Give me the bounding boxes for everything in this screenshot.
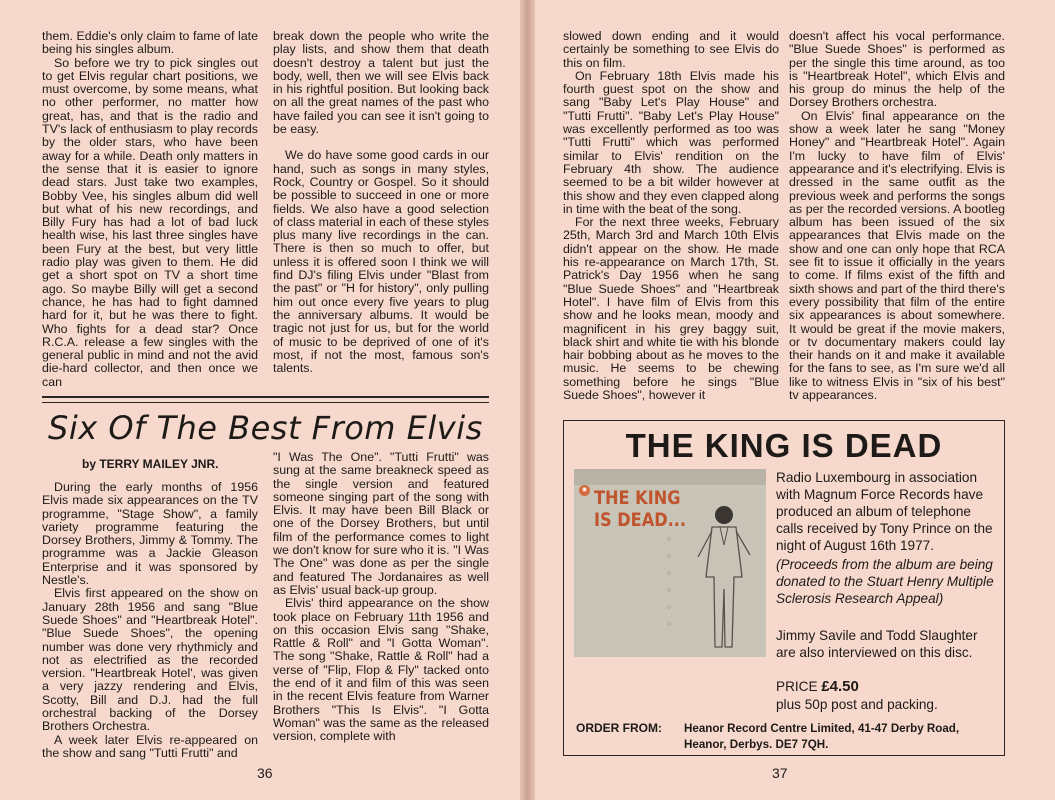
price-value: £4.50	[821, 678, 859, 695]
paragraph: doesn't affect his vocal performance. "Blue Suede Shoes" is performed as per the single this time around, as too is "Heartbreak Hotel", which Elvis and his group do minus the help of the Dorsey Brothers orchestra.	[789, 29, 1005, 110]
price-label: PRICE	[776, 679, 818, 694]
advert-price	[776, 678, 994, 695]
article-byline: by TERRY MAILEY JNR.	[82, 457, 219, 471]
cover-title-line: THE KING	[594, 487, 681, 509]
page-number-left: 36	[257, 765, 273, 781]
paragraph: For the next three weeks, February 25th, March 3rd and March 10th Elvis didn't appear on the show. He made his re-appearance on March 17th, St. Patrick's Day 1956 when he sang "Blue Suede Shoes" and "Heartbreak Hotel". I have film of Elvis from this show and he looks mean, moody and magnificent in his grey baggy suit, black shirt and white tie with his blonde hair bobbing about as he moves to the music. He seems to be chewing something before he sings "Blue Suede Shoes", however it	[563, 215, 779, 403]
advert-postage: plus 50p post and packing.	[776, 697, 938, 712]
paragraph: Elvis first appeared on the show on January 28th 1956 and sang "Blue Suede Shoes" and "Heartbreak Hotel". "Blue Suede Shoes", the opening number was done very rhythmicly and not as electrified as the recorded version. "Heartbreak Hotel', was given a very jazzy rendering and Elvis, Scotty, Bill and D.J. had the full orchestral backing of the Dorsey Brothers Orchestra.	[42, 586, 258, 734]
advert-interviews: Jimmy Savile and Todd Slaughter are also interviewed on this disc.	[776, 628, 978, 660]
paragraph: them. Eddie's only claim to fame of late being his singles album.	[42, 29, 258, 57]
left-col1-bottom	[42, 481, 258, 760]
left-col1-top	[42, 30, 258, 389]
album-cover-image	[574, 469, 766, 657]
paragraph: slowed down ending and it would certainly be something to see Elvis do this on film.	[563, 29, 779, 70]
order-label: ORDER FROM:	[576, 721, 662, 735]
paragraph: break down the people who write the play lists, and show them that death doesn't destroy a talent but just the body, well, then we will see Elvis back in his rightful position. But looking back on all the great names of the past who have failed you can see it isn't going to be easy.	[273, 29, 489, 137]
elvis-figure-icon	[684, 497, 764, 657]
cover-dots: ○ ○ ○ ○ ○ ○	[667, 536, 672, 628]
paragraph: During the early months of 1956 Elvis made six appearances on the TV programme, "Stage Show", a family variety programme featuring the Dorsey Brothers, Jimmy & Tommy. The programme was a Jackie Gleason Enterprise and it was sponsored by Nestle's.	[42, 480, 258, 588]
advert-title: THE KING IS DEAD	[625, 427, 943, 464]
paragraph: "I Was The One". "Tutti Frutti" was sung at the same breakneck speed as the single version and featured someone singing part of the song with Elvis. It may have been Bill Black or one of the Dorsey Brothers, but until film of the performance comes to light we don't know for sure who it is. "I Was The One" was done as per the single and featured The Jordanaires as well as Elvis' usual back-up group.	[273, 450, 489, 597]
paragraph: Elvis' third appearance on the show took place on February 11th 1956 and on this occasion Elvis sang "Shake, Rattle & Roll" and "I Gotta Woman". The song "Shake, Rattle & Roll" had a verse of "Flip, Flop & Fly" tacked onto the end of it and film of this was seen in the recent Elvis feature from Warner Brothers "This Is Elvis". "I Gotta Woman" was the same as the released version, complete with	[273, 596, 489, 744]
cover-title-line: IS DEAD...	[594, 509, 687, 531]
left-col2-top	[273, 30, 489, 375]
paragraph: We do have some good cards in our hand, such as songs in many styles, Rock, Country or Gospel. So it should be possible to succeed in one or more fields. We also have a good selection of class material in each of these styles plus many live recordings in the can. There is then so much to offer, but unless it is offered soon I think we will find DJ's filing Elvis under "Blast from the past" or "H for history", only pulling him out once every five years to plug the anniversary albums. It would be tragic not just for us, but for the world of music to be deprived of one of it's most, if not the most, famous son's talents.	[273, 148, 489, 376]
advert-proceeds: (Proceeds from the album are being donated to the Stuart Henry Multiple Sclerosis Research Appeal)	[776, 557, 994, 606]
album-advert	[563, 420, 1005, 756]
page-number-right: 37	[772, 765, 788, 781]
right-col1	[563, 30, 779, 402]
paragraph: On Elvis' final appearance on the show a week later he sang "Money Honey" and "Heartbreak Hotel". Again I'm lucky to have film of Elvis' appearance and it's electrifying. Elvis is dressed in the same outfit as the previous week and performs the songs as per the recorded versions. A bootleg album has been issued of the six appearances that Elvis made on the show and one can only hope that RCA see fit to issue it officially in the years to come. If films exist of the fifth and sixth shows and part of the third there's every possibility that film of the entire six appearances is about somewhere. It would be great if the movie makers, or tv documentary makers could lay their hands on it and make it available for the fans to see, as I'm sure we'd all like to witness Elvis in "six of his best" tv appearances.	[789, 108, 1005, 403]
advert-intro: Radio Luxembourg in association with Magnum Force Records have produced an album of telephone calls received by Tony Prince on the night of August 16th 1977.	[776, 470, 993, 553]
paragraph: A week later Elvis re-appeared on the show and sang "Tutti Frutti" and	[42, 732, 258, 760]
record-label-logo: ◉	[579, 485, 590, 496]
cover-band	[574, 469, 766, 485]
right-col2	[789, 30, 1005, 402]
order-address	[684, 721, 959, 753]
cover-title	[594, 487, 686, 531]
article-headline: Six Of The Best From Elvis	[48, 409, 483, 447]
order-line: Heanor, Derbys. DE7 7QH.	[684, 738, 829, 751]
paragraph: So before we try to pick singles out to get Elvis regular chart positions, we must overcome, by some means, what no other performer, no matter how great, has, and that is the radio and TV's lack of enthusiasm to play records by the older stars, who have been away for a while. Death only matters in the sense that it is easier to ignore dead stars. Just take two examples, Bobby Vee, his singles album did well but what of his new recordings, and Billy Fury has had a lot of bad luck health wise, his last three singles have been Fury at the best, but very little radio play was given to them. He did get a short spot on TV a short time ago. So maybe Billy will get a second chance, he has had to fight damned hard for it, but he was there to fight. Who fights for a dead star? Once R.C.A. release a few singles with the general public in mind and not the avid die-hard collector, and then once we can	[42, 55, 258, 389]
paragraph: On February 18th Elvis made his fourth guest spot on the show and sang "Baby Let's Play House" and "Tutti Frutti". "Baby Let's Play House" was excellently performed as too was "Tutti Frutti" which was performed similar to Elvis' rendition on the February 4th show. The audience seemed to be a bit wilder however at this show and they even clapped along in time with the beat of the song.	[563, 68, 779, 216]
left-col2-bottom	[273, 451, 489, 744]
section-divider	[42, 396, 489, 403]
page-gutter	[520, 0, 535, 800]
order-line: Heanor Record Centre Limited, 41-47 Derby Road,	[684, 722, 960, 735]
